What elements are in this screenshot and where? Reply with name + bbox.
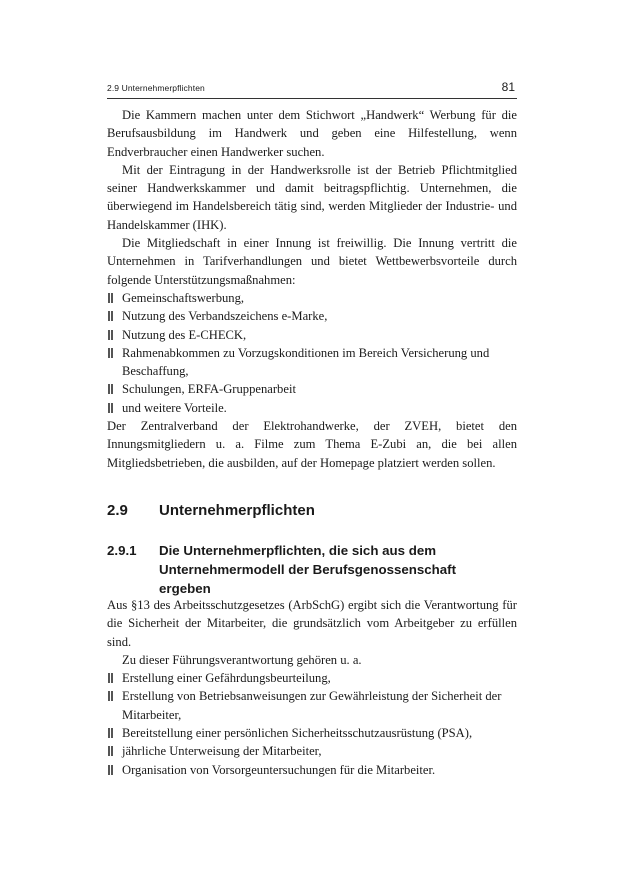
- bullet-icon: [108, 691, 114, 701]
- list-item-text: Schulungen, ERFA-Gruppenarbeit: [122, 382, 296, 397]
- bullet-list: [107, 289, 517, 417]
- list-item-text: jährliche Unterweisung der Mitarbeiter,: [122, 744, 322, 759]
- paragraph: Mit der Eintragung in der Handwerksrolle ist der Betrieb Pflichtmitglied seiner Handwerkskammer und damit beitragspflichtig. Unternehmen, die überwiegend im Handelsbereich tätig sind, werden Mitglieder der Industrie- und Handelskammer (IHK).: [107, 162, 517, 232]
- running-header: [107, 80, 517, 99]
- bullet-icon: [108, 348, 114, 358]
- list-item: [107, 307, 517, 325]
- list-item: [107, 669, 517, 687]
- subsection-number: 2.9.1: [107, 543, 137, 558]
- body-text-block-1: [107, 106, 517, 472]
- list-item: [107, 687, 517, 724]
- running-title: 2.9 Unternehmerpflichten: [107, 83, 205, 93]
- bullet-icon: [108, 765, 114, 775]
- list-item-text: Nutzung des Verbandszeichens e-Marke,: [122, 309, 328, 324]
- list-item: [107, 380, 517, 398]
- list-item: [107, 289, 517, 307]
- list-item: [107, 742, 517, 760]
- list-item: [107, 724, 517, 742]
- list-item: [107, 326, 517, 344]
- list-item-text: Rahmenabkommen zu Vorzugskonditionen im Bereich Versicherung und Beschaffung,: [122, 345, 490, 379]
- list-item-text: Erstellung einer Gefährdungsbeurteilung,: [122, 671, 331, 686]
- bullet-icon: [108, 311, 114, 321]
- bullet-icon: [108, 293, 114, 303]
- bullet-icon: [108, 673, 114, 683]
- paragraph: Die Kammern machen unter dem Stichwort „Handwerk“ Werbung für die Berufsausbildung im Handwerk und geben eine Hilfestellung, wenn Endverbraucher einen Handwerker suchen.: [107, 108, 517, 159]
- list-item-text: Gemeinschaftswerbung,: [122, 290, 245, 305]
- list-item: [107, 761, 517, 779]
- bullet-icon: [108, 384, 114, 394]
- list-item-text: Nutzung des E-CHECK,: [122, 327, 247, 342]
- paragraph: Aus §13 des Arbeitsschutzgesetzes (ArbSchG) ergibt sich die Verantwortung für die Sicherheit der Mitarbeiter, die grundsätzlich vom Arbeitgeber zu erfüllen sind.: [107, 598, 517, 649]
- paragraph: Der Zentralverband der Elektrohandwerke, der ZVEH, bietet den Innungsmitgliedern u. a. Filme zum Thema E-Zubi an, die bei allen Mitgliedsbetrieben, die ausbilden, auf der Homepage platziert werden sollen.: [107, 419, 517, 470]
- subsection-title: Die Unternehmerpflichten, die sich aus dem Unternehmermodell der Berufsgenossenschaft ergeben: [159, 543, 457, 596]
- bullet-list: [107, 669, 517, 779]
- bullet-icon: [108, 330, 114, 340]
- section-title: Unternehmerpflichten: [159, 502, 315, 519]
- paragraph: Die Mitgliedschaft in einer Innung ist freiwillig. Die Innung vertritt die Unternehmen in Tarifverhandlungen und bietet Wettbewerbsvorteile durch folgende Unterstützungsmaßnahmen:: [107, 236, 517, 287]
- list-item: [107, 344, 517, 381]
- paragraph: Zu dieser Führungsverantwortung gehören u. a.: [122, 652, 362, 667]
- section-number: 2.9: [107, 502, 128, 519]
- list-item-text: und weitere Vorteile.: [122, 400, 227, 415]
- bullet-icon: [108, 403, 114, 413]
- list-item-text: Organisation von Vorsorgeuntersuchungen für die Mitarbeiter.: [122, 762, 436, 777]
- list-item-text: Erstellung von Betriebsanweisungen zur Gewährleistung der Sicherheit der Mitarbeiter,: [122, 689, 502, 722]
- bullet-icon: [108, 728, 114, 738]
- body-text-block-2: [107, 596, 517, 779]
- page-number: 81: [501, 80, 515, 94]
- bullet-icon: [108, 746, 114, 756]
- list-item-text: Bereitstellung einer persönlichen Sicherheitsschutzausrüstung (PSA),: [122, 726, 473, 741]
- list-item: [107, 399, 517, 417]
